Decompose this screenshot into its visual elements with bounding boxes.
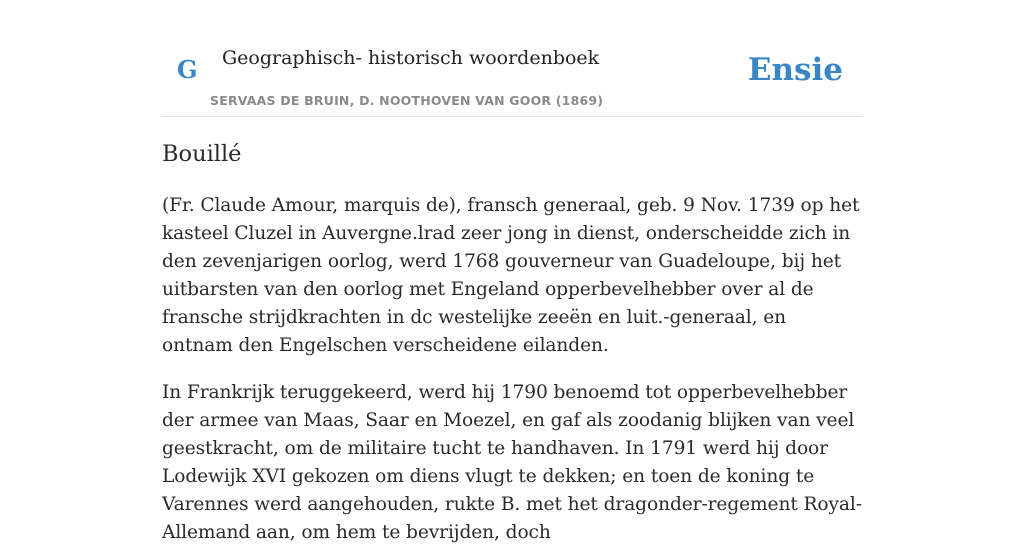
- entry-content: [162, 138, 862, 547]
- site-logo[interactable]: Ensie: [747, 52, 843, 88]
- entry-body: [162, 192, 862, 547]
- book-title[interactable]: Geographisch- historisch woordenboek: [222, 47, 600, 69]
- entry-title: Bouillé: [162, 141, 242, 167]
- entry-paragraph: In Frankrijk teruggekeerd, werd hij 1790 benoemd tot opperbevelhebber der armee van Maas, Saar en Moezel, en gaf als zoodanig blijken van veel geestkracht, om de militaire tucht te handhaven. In 1791 werd hij door Lodewijk XVI gekozen om diens vlugt te dekken; en toen de koning te Varennes werd aangehouden, rukte B. met het dragonder-regement Royal-Allemand aan, om hem te bevrijden, doch: [162, 382, 862, 543]
- entry-paragraph: (Fr. Claude Amour, marquis de), fransch generaal, geb. 9 Nov. 1739 op het kasteel Cluzel in Auvergne.lrad zeer jong in dienst, onderscheidde zich in den zevenjarigen oorlog, werd 1768 gouverneur van Guadeloupe, bij het uitbarsten van den oorlog met Engeland opperbevelhebber over al de fransche strijdkrachten in dc westelijke zeeën en luit.-generaal, en ontnam den Engelschen verscheidene eilanden.: [162, 195, 860, 356]
- book-authors: SERVAAS DE BRUIN, D. NOOTHOVEN VAN GOOR (1869): [210, 93, 604, 108]
- header: [162, 0, 862, 117]
- book-logo-icon[interactable]: G: [177, 55, 198, 84]
